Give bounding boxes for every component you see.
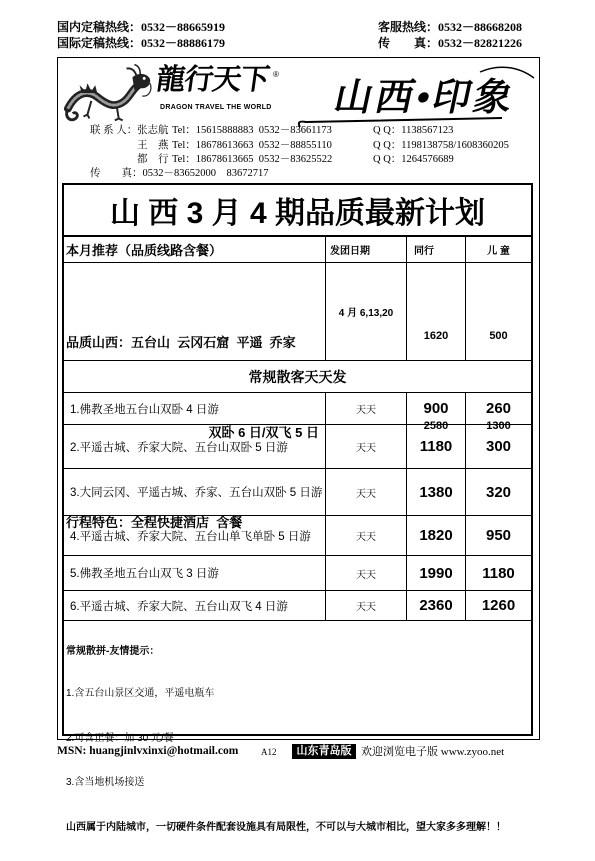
website-note: 欢迎浏览电子版 www.zyoo.net [361,746,505,758]
notes-title: 常规散拼-友情提示： [66,646,160,657]
daily-route-4: 4.平遥古城、乔家大院、五台山单飞单卧 5 日游 [64,516,326,556]
banner-underline [290,60,538,132]
daily-route-3: 3.大同云冈、平遥古城、乔家、五台山双卧 5 日游 [64,469,326,516]
contact-name: 都 行 [137,154,169,165]
daily-peer-price-3: 1380 [407,469,466,516]
daily-route-1: 1.佛教圣地五台山双卧 4 日游 [64,393,326,425]
international-hotline: 国际定稿热线：0532－88886179 [57,36,226,50]
header-fax: 传 真：0532－82821226 [378,36,523,50]
daily-peer-price-1: 900 [407,393,466,425]
daily-date-1: 天天 [326,393,407,425]
daily-child-price-5: 1180 [466,556,531,591]
featured-peer-price: 2580 [423,420,449,432]
page-number: A12 [261,747,277,757]
contact-tel: Tel：15615888883 0532－83661173 [172,125,332,136]
daily-route-5: 5.佛教圣地五台山双飞 3 日游 [64,556,326,591]
edition-badge: 山东青岛版 [292,744,356,759]
note-item-1: 1.含五台山景区交通，平遥电瓶车 [66,688,215,699]
daily-child-price-4: 950 [466,516,531,556]
featured-child-price: 500 [489,330,508,342]
banner-title: 山西•印象 [330,77,520,119]
header-date: 发团日期 [326,237,407,263]
daily-section-title: 常规散客天天发 [64,361,531,393]
featured-features: 行程特色：全程快捷酒店 含餐 [66,515,243,530]
daily-peer-price-2: 1180 [407,425,466,469]
daily-date-2: 天天 [326,425,407,469]
daily-date-3: 天天 [326,469,407,516]
notes-closing: 山西属于内陆城市，一切硬件条件配套设施具有局限性，不可以与大城市相比，望大家多多理解！！ [66,821,506,833]
daily-date-5: 天天 [326,556,407,591]
contact-qq: Q Q：1264576689 [373,154,454,165]
daily-route-2: 2.平遥古城、乔家大院、五台山双卧 5 日游 [64,425,326,469]
dragon-icon [62,63,152,127]
header-peer-price: 同行 [407,237,466,263]
contact-tel: Tel：18678613665 0532－83625522 [172,154,333,165]
header-route: 本月推荐（品质线路含餐） [64,237,326,263]
header-child-price: 儿 童 [466,237,531,263]
contacts-fax: 传 真：0532－83652000 83672717 [90,168,269,179]
service-hotline: 客服热线：0532－88668208 [378,20,523,34]
note-item-3: 3.含当地机场接送 [66,777,145,788]
daily-child-price-1: 260 [466,393,531,425]
contact-tel: Tel：18678613663 0532－88855110 [172,140,332,151]
featured-duration: 双卧 6 日/双飞 5 日 [208,425,319,440]
daily-date-4: 天天 [326,516,407,556]
featured-peer-price: 1620 [423,330,449,342]
featured-child-price: 1300 [486,420,511,432]
daily-peer-price-5: 1990 [407,556,466,591]
registered-mark: ® [273,70,279,79]
domestic-hotline: 国内定稿热线：0532－88665919 [57,20,226,34]
daily-peer-price-4: 1820 [407,516,466,556]
brand-tagline: DRAGON TRAVEL THE WORLD [160,104,272,111]
contacts-label: 联 系 人： [90,125,138,136]
daily-peer-price-6: 2360 [407,591,466,621]
brand-name: 龍行天下 [154,64,271,96]
contact-name: 王 燕 [137,140,169,151]
featured-date: 4 月 6,13,20 [326,263,407,361]
daily-child-price-6: 1260 [466,591,531,621]
daily-route-6: 6.平遥古城、乔家大院、五台山双飞 4 日游 [64,591,326,621]
daily-date-6: 天天 [326,591,407,621]
msn-contact: MSN: huangjinlvxinxi@hotmail.com [57,745,239,757]
featured-route-line: 品质山西：五台山 云冈石窟 平遥 乔家 [66,335,296,350]
daily-child-price-2: 300 [466,425,531,469]
contact-name: 张志航 [137,125,169,136]
note-item-2: 2.可含正餐：加 30 元/餐 [66,732,174,744]
contact-qq: Q Q：1138567123 [373,125,454,136]
daily-child-price-3: 320 [466,469,531,516]
contact-qq: Q Q：1198138758/1608360205 [373,140,509,151]
plan-title: 山 西 3 月 4 期品质最新计划 [64,185,531,237]
